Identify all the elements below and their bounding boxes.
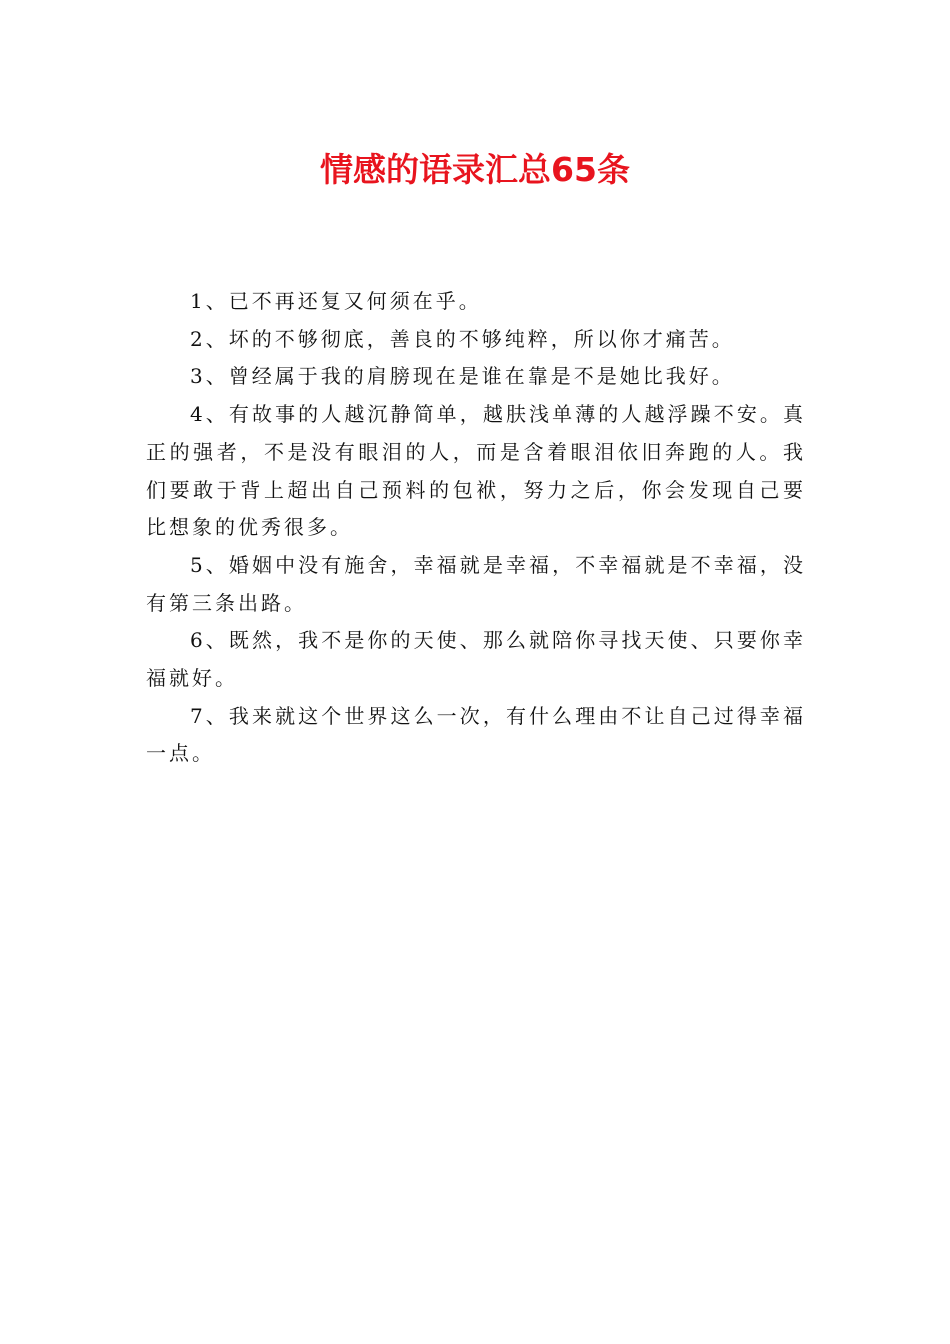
quote-paragraph-7: 7、我来就这个世界这么一次，有什么理由不让自己过得幸福一点。 xyxy=(146,703,806,766)
quote-paragraph-4: 4、有故事的人越沉静简单，越肤浅单薄的人越浮躁不安。真正的强者，不是没有眼泪的人，而是含着眼泪依旧奔跑的人。我们要敢于背上超出自己预料的包袱，努力之后，你会发现自己要比想象的优秀很多。 xyxy=(146,402,806,540)
quote-paragraph-2: 2、坏的不够彻底，善良的不够纯粹，所以你才痛苦。 xyxy=(190,326,735,351)
quote-paragraph-5: 5、婚姻中没有施舍，幸福就是幸福，不幸福就是不幸福，没有第三条出路。 xyxy=(146,552,806,615)
quote-paragraph-3: 3、曾经属于我的肩膀现在是谁在靠是不是她比我好。 xyxy=(190,364,735,389)
document-body xyxy=(146,283,806,773)
quote-paragraph-6: 6、既然，我不是你的天使、那么就陪你寻找天使、只要你幸福就好。 xyxy=(146,628,806,691)
quote-paragraph-1: 1、已不再还复又何须在乎。 xyxy=(190,289,482,313)
document-title: 情感的语录汇总65条 xyxy=(320,150,630,189)
